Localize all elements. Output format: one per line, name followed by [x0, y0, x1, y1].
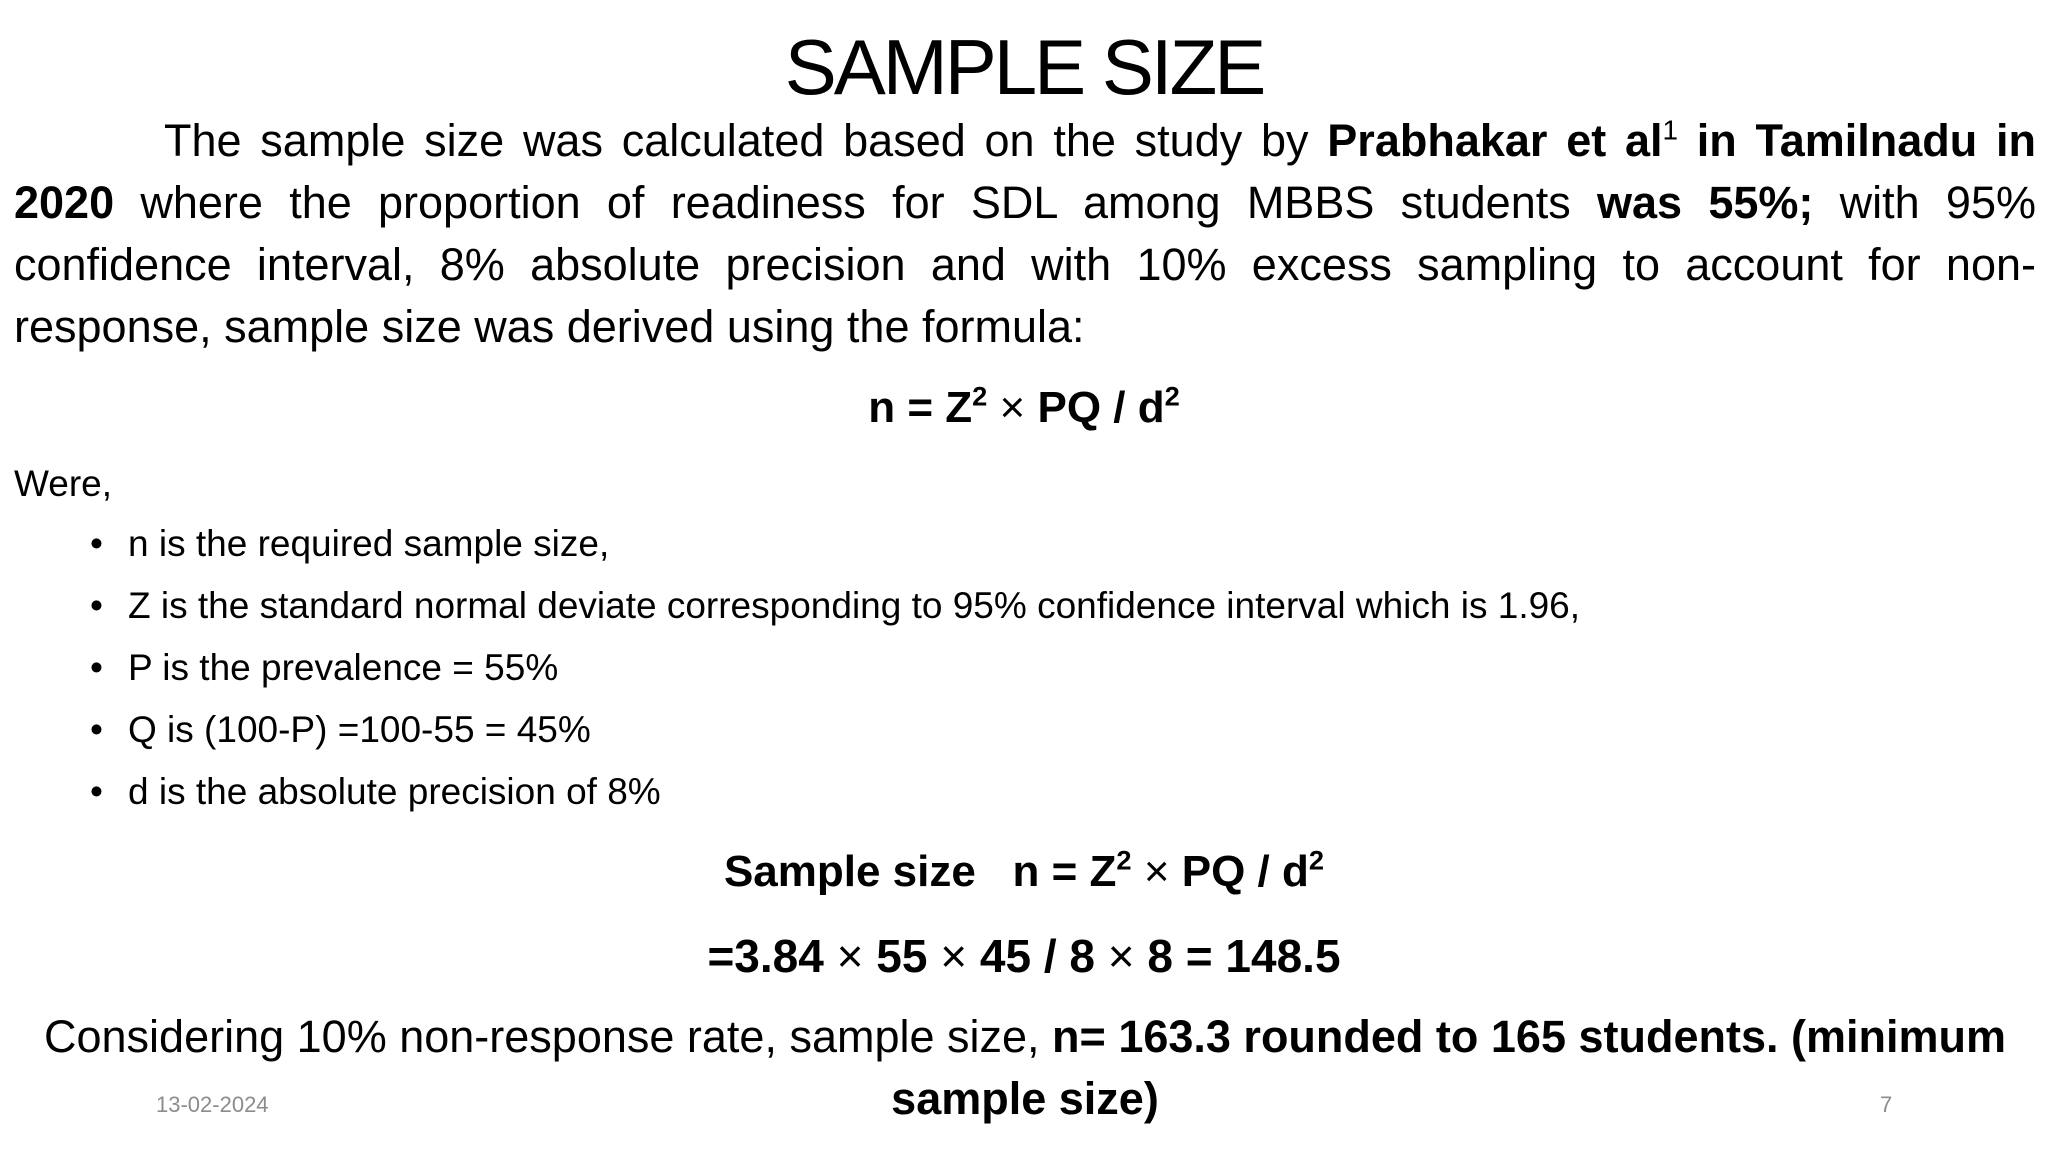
formula-lhs: n = Z	[868, 383, 973, 432]
calc-value-p: 55	[876, 930, 928, 982]
intro-citation: 1	[1662, 114, 1679, 146]
bullet-icon: •	[90, 523, 103, 564]
list-item	[90, 766, 1580, 828]
list-item-text: n is the required sample size,	[128, 523, 610, 564]
list-item	[90, 704, 1580, 766]
formula-times: ×	[987, 383, 1038, 432]
variable-definitions-list	[90, 518, 1580, 828]
calc-rhs: PQ / d	[1181, 847, 1309, 896]
intro-location-year: in Tamilnadu in 2020	[14, 115, 2037, 228]
sample-size-calculation-result	[0, 925, 2048, 987]
intro-proportion: was 55%;	[1597, 177, 1814, 228]
slide-title: SAMPLE SIZE	[784, 23, 1264, 111]
calc-times-1: ×	[823, 930, 877, 982]
intro-paragraph	[14, 110, 2036, 358]
calc-value-q-d: 45 / 8	[979, 930, 1095, 982]
calc-z-exponent: 2	[1116, 844, 1132, 876]
intro-text-1: The sample size was calculated based on the study by	[164, 115, 1328, 166]
intro-text-3: with 95% confidence interval, 8% absolute precision and with 10% excess sampling to account for non-response, sample size was derived using the formula:	[14, 177, 2036, 352]
calc-d-exponent: 2	[1308, 844, 1325, 876]
list-item	[90, 580, 1580, 642]
sample-size-calculation-formula	[0, 842, 2048, 902]
list-item	[90, 642, 1580, 704]
bullet-icon: •	[90, 585, 103, 626]
bullet-icon: •	[90, 709, 103, 750]
footer-page-number: 7	[1880, 1092, 1893, 1117]
formula-rhs: PQ / d	[1037, 383, 1165, 432]
formula-z-exponent: 2	[972, 380, 988, 412]
sample-size-formula	[0, 378, 2048, 438]
calc-label: Sample size n = Z	[723, 847, 1117, 896]
calc-times: ×	[1131, 847, 1182, 896]
bullet-icon: •	[90, 771, 103, 812]
list-item-text: P is the prevalence = 55%	[128, 647, 559, 688]
intro-author: Prabhakar et al	[1327, 115, 1663, 166]
calc-value-z2: =3.84	[707, 930, 824, 982]
conclusion-paragraph	[20, 1006, 2030, 1130]
calc-times-2: ×	[927, 930, 980, 982]
conclusion-text: Considering 10% non-response rate, sample size,	[44, 1011, 1053, 1062]
conclusion-result: n= 163.3 rounded to 165 students. (minimum sample size)	[891, 1011, 2006, 1124]
calc-times-3: ×	[1094, 930, 1148, 982]
list-item-text: d is the absolute precision of 8%	[128, 771, 661, 812]
list-item-text: Z is the standard normal deviate corresponding to 95% confidence interval which is 1.96,	[128, 585, 1581, 626]
where-label: Were,	[14, 463, 113, 504]
formula-d-exponent: 2	[1164, 380, 1180, 412]
intro-text-2: where the proportion of readiness for SDL among MBBS students	[114, 177, 1597, 228]
list-item-text: Q is (100-P) =100-55 = 45%	[128, 709, 591, 750]
calc-result: 8 = 148.5	[1147, 930, 1341, 982]
footer-date: 13-02-2024	[156, 1092, 269, 1117]
bullet-icon: •	[90, 647, 103, 688]
list-item	[90, 518, 1580, 580]
